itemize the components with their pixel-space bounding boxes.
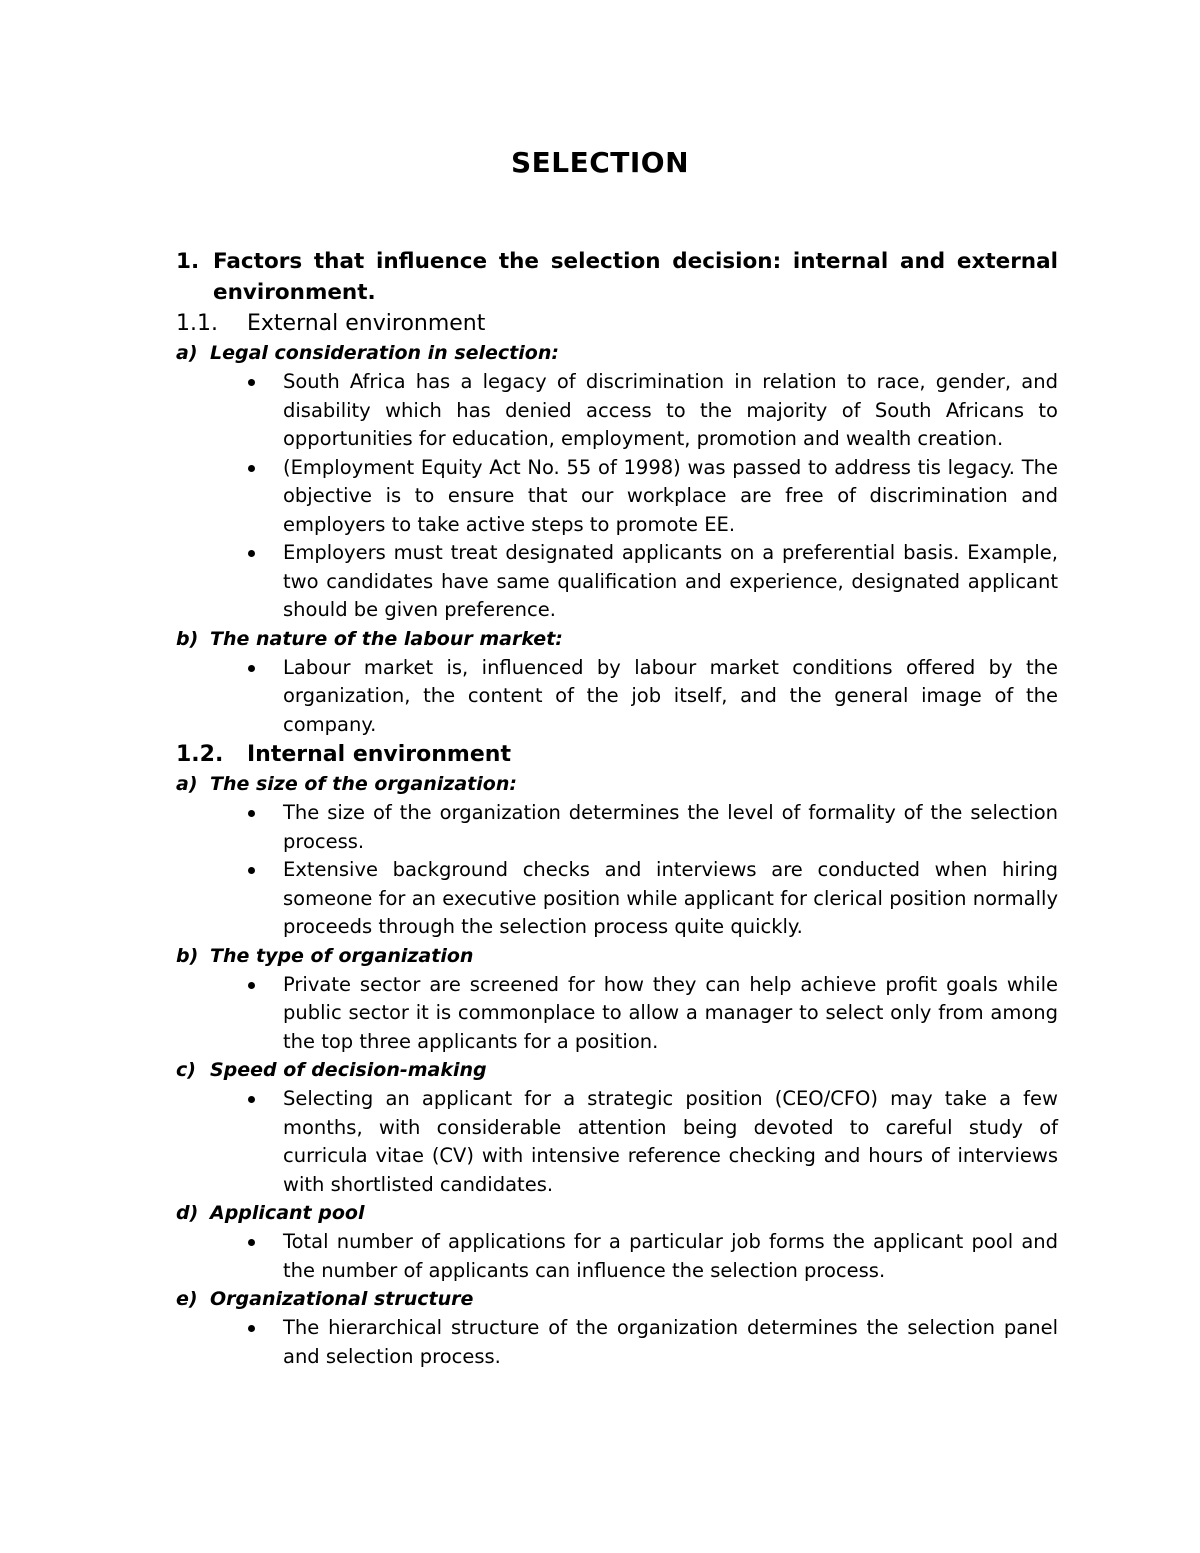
- subsection-title: The nature of the labour market:: [210, 627, 563, 650]
- subsection-heading: [176, 942, 1058, 971]
- bullet-icon: [176, 654, 283, 740]
- subsection-heading: [176, 625, 1058, 654]
- bullet-item: [176, 1314, 1058, 1371]
- section-heading: [176, 309, 1058, 339]
- bullet-item: [176, 1228, 1058, 1285]
- bullet-icon: [176, 971, 283, 1057]
- subsection-title: The size of the organization:: [210, 773, 517, 795]
- section-heading: [176, 740, 1058, 770]
- section-number: 1.2.: [176, 742, 224, 767]
- bullet-item: [176, 799, 1058, 856]
- bullet-text: Extensive background checks and interviews are conducted when hiring someone for an executive position while applicant for clerical position normally proceeds through the selection process quite quickly.: [283, 858, 1058, 938]
- subsection-title: Applicant pool: [210, 1202, 365, 1224]
- bullet-icon: [176, 1228, 283, 1285]
- bullet-text: Private sector are screened for how they can help achieve profit goals while public sector it is commonplace to allow a manager to select only from among the top three applicants for a position.: [283, 972, 1058, 1053]
- bullet-list: [176, 971, 1058, 1057]
- bullet-text: The hierarchical structure of the organization determines the selection panel and selection process.: [283, 1316, 1058, 1368]
- subsection-label: c): [176, 1059, 196, 1081]
- bullet-item: [176, 971, 1058, 1057]
- bullet-item: [176, 454, 1058, 540]
- subsection-label: b): [176, 944, 199, 967]
- subsection-title: The type of organization: [210, 944, 474, 967]
- subsection-label: d): [176, 1202, 199, 1224]
- bullet-list: [176, 1314, 1058, 1371]
- bullet-text: Employers must treat designated applicants on a preferential basis. Example, two candidates have same qualification and experience, designated applicant should be given preference.: [283, 541, 1058, 621]
- bullet-text: South Africa has a legacy of discrimination in relation to race, gender, and disability which has denied access to the majority of South Africans to opportunities for education, employment, promotion and wealth creation.: [283, 370, 1058, 450]
- document-title: SELECTION: [510, 146, 690, 179]
- main-heading-text: Factors that influence the selection decision: internal and external environment.: [213, 249, 1058, 305]
- bullet-item: [176, 856, 1058, 942]
- bullet-text: Selecting an applicant for a strategic position (CEO/CFO) may take a few months, with considerable attention being devoted to careful study of curricula vitae (CV) with intensive reference checking and hours of interviews with shortlisted candidates.: [283, 1087, 1058, 1196]
- bullet-icon: [176, 368, 283, 454]
- bullet-text: (Employment Equity Act No. 55 of 1998) was passed to address tis legacy. The objective is to ensure that our workplace are free of discrimination and employers to take active steps to promote EE.: [283, 455, 1058, 536]
- subsection-heading: [176, 1199, 1058, 1228]
- bullet-item: [176, 654, 1058, 740]
- sections-container: [176, 309, 1058, 1371]
- bullet-list: [176, 1228, 1058, 1285]
- section-title: Internal environment: [247, 742, 511, 767]
- subsection-label: e): [176, 1288, 198, 1310]
- bullet-list: [176, 654, 1058, 740]
- bullet-list: [176, 368, 1058, 625]
- subsection-label: b): [176, 627, 199, 650]
- bullet-item: [176, 368, 1058, 454]
- bullet-text: Labour market is, influenced by labour market conditions offered by the organization, the content of the job itself, and the general image of the company.: [283, 655, 1058, 736]
- subsection-heading: [176, 1056, 1058, 1085]
- bullet-icon: [176, 454, 283, 540]
- subsection-label: a): [176, 342, 198, 364]
- subsection-heading: [176, 770, 1058, 799]
- bullet-icon: [176, 1314, 283, 1371]
- bullet-icon: [176, 856, 283, 942]
- section-title: External environment: [247, 311, 486, 336]
- bullet-icon: [176, 1085, 283, 1199]
- subsection-title: Legal consideration in selection:: [210, 342, 559, 364]
- subsection-label: a): [176, 773, 198, 795]
- subsection-title: Organizational structure: [210, 1288, 474, 1310]
- bullet-text: Total number of applications for a particular job forms the applicant pool and the number of applicants can influence the selection process.: [283, 1230, 1058, 1282]
- bullet-item: [176, 539, 1058, 625]
- section-number: 1.1.: [176, 311, 218, 336]
- bullet-list: [176, 1085, 1058, 1199]
- bullet-icon: [176, 799, 283, 856]
- main-heading-number: 1.: [176, 249, 200, 274]
- subsection-heading: [176, 339, 1058, 368]
- main-heading: [176, 246, 1058, 308]
- bullet-text: The size of the organization determines the level of formality of the selection process.: [283, 801, 1058, 853]
- bullet-item: [176, 1085, 1058, 1199]
- bullet-icon: [176, 539, 283, 625]
- subsection-heading: [176, 1285, 1058, 1314]
- bullet-list: [176, 799, 1058, 942]
- subsection-title: Speed of decision-making: [210, 1059, 487, 1081]
- document-body: [176, 246, 1058, 1371]
